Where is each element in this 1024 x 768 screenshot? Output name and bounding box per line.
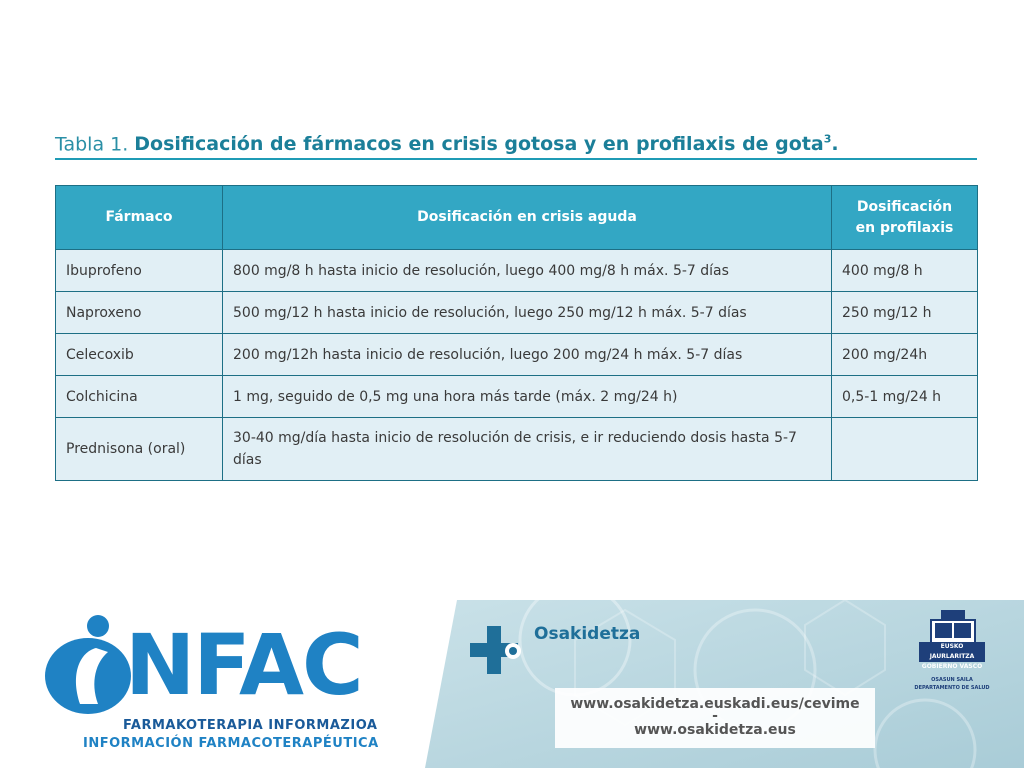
cell-acute-dosage: 30-40 mg/día hasta inicio de resolución de crisis, e ir reduciendo dosis hasta 5-7 días <box>223 418 832 481</box>
cell-prophylaxis-dosage: 400 mg/8 h <box>832 250 978 292</box>
label-osasun-saila: OSASUN SAILA <box>931 677 973 683</box>
header-acute-dosage: Dosificación en crisis aguda <box>223 186 832 250</box>
cell-prophylaxis-dosage: 200 mg/24h <box>832 334 978 376</box>
cell-drug: Colchicina <box>56 376 223 418</box>
cell-acute-dosage: 1 mg, seguido de 0,5 mg una hora más tarde (máx. 2 mg/24 h) <box>223 376 832 418</box>
infac-word: NFAC <box>125 616 362 714</box>
label-departamento-salud: DEPARTAMENTO DE SALUD <box>914 685 990 691</box>
cell-prophylaxis-dosage <box>832 418 978 481</box>
cell-prophylaxis-dosage: 0,5-1 mg/24 h <box>832 376 978 418</box>
infac-subtitle-spanish: INFORMACIÓN FARMACOTERAPÉUTICA <box>83 736 379 751</box>
cell-acute-dosage: 500 mg/12 h hasta inicio de resolución, luego 250 mg/12 h máx. 5-7 días <box>223 292 832 334</box>
header-drug: Fármaco <box>56 186 223 250</box>
label-eusko-jaurlaritza: EUSKO JAURLARITZA <box>929 643 975 660</box>
url-box <box>555 688 875 748</box>
label-gobierno-vasco: GOBIERNO VASCO <box>921 663 983 670</box>
osakidetza-name: Osakidetza <box>534 624 641 644</box>
cell-drug: Celecoxib <box>56 334 223 376</box>
department-label <box>907 676 997 692</box>
gobierno-vasco-label <box>919 642 985 670</box>
url-cevime[interactable]: www.osakidetza.euskadi.eus/cevime <box>570 696 860 712</box>
table-row <box>56 334 978 376</box>
table-row <box>56 292 978 334</box>
cell-acute-dosage: 800 mg/8 h hasta inicio de resolución, luego 400 mg/8 h máx. 5-7 días <box>223 250 832 292</box>
url-osakidetza[interactable]: www.osakidetza.eus <box>634 722 796 738</box>
cell-drug: Ibuprofeno <box>56 250 223 292</box>
table-header-row <box>56 186 978 250</box>
infac-logo <box>40 612 390 762</box>
caption-end: . <box>831 133 839 156</box>
table-row <box>56 376 978 418</box>
caption-title-text: Dosificación de fármacos en crisis gotosa y en profilaxis de gota <box>134 133 824 156</box>
dosage-table <box>55 185 978 481</box>
table-row <box>56 250 978 292</box>
url-separator: - <box>712 708 718 724</box>
table-caption <box>55 124 977 160</box>
cell-drug: Naproxeno <box>56 292 223 334</box>
header-prophylaxis-dosage: Dosificación en profilaxis <box>832 186 978 250</box>
osakidetza-banner <box>425 600 1024 768</box>
caption-reference: 3 <box>823 133 832 146</box>
cell-prophylaxis-dosage: 250 mg/12 h <box>832 292 978 334</box>
cell-acute-dosage: 200 mg/12h hasta inicio de resolución, luego 200 mg/24 h máx. 5-7 días <box>223 334 832 376</box>
caption-title <box>134 133 838 155</box>
table-row <box>56 418 978 481</box>
infac-subtitle-basque: FARMAKOTERAPIA INFORMAZIOA <box>123 718 378 733</box>
caption-prefix: Tabla 1. <box>55 133 129 156</box>
cell-drug: Prednisona (oral) <box>56 418 223 481</box>
